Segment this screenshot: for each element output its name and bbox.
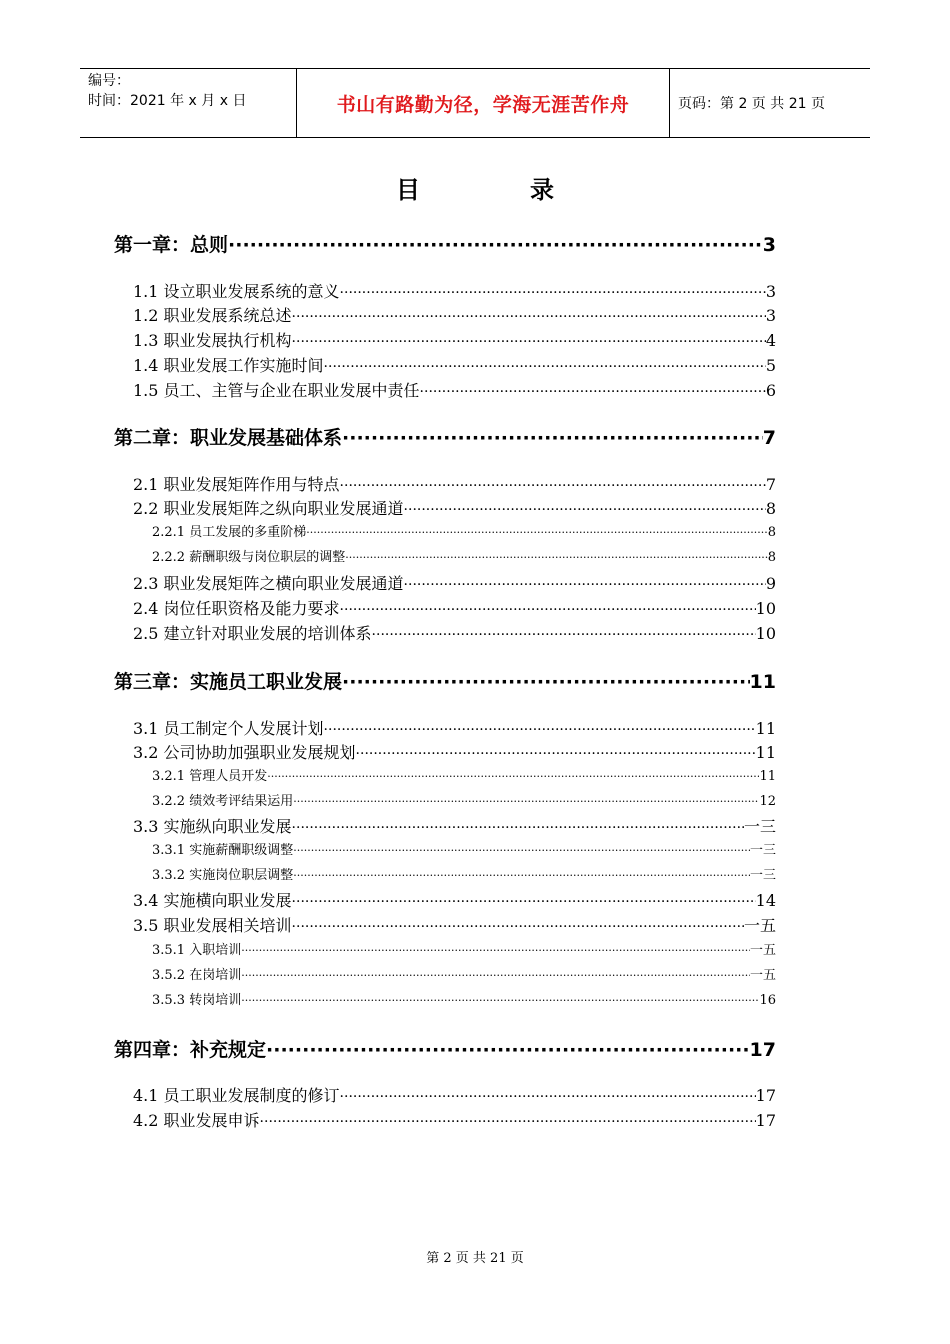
toc-section-entry[interactable] bbox=[133, 303, 776, 325]
toc-chapter-entry[interactable] bbox=[114, 667, 776, 693]
toc-leader-dots bbox=[324, 359, 766, 375]
toc-section-entry[interactable] bbox=[133, 1108, 776, 1130]
toc-entry-label: 4.1 员工职业发展制度的修订 bbox=[133, 1086, 340, 1105]
toc-section-entry[interactable] bbox=[133, 279, 776, 301]
toc-entry-label: 2.3 职业发展矩阵之横向职业发展通道 bbox=[133, 574, 404, 593]
toc-entry-page: 14 bbox=[755, 891, 776, 910]
toc-chapter-entry[interactable] bbox=[114, 230, 776, 256]
toc-section-entry[interactable] bbox=[133, 571, 776, 593]
page-title bbox=[0, 170, 950, 205]
toc-chapter-entry[interactable] bbox=[114, 1035, 776, 1061]
toc-entry-label: 1.2 职业发展系统总述 bbox=[133, 306, 292, 325]
toc-section-entry[interactable] bbox=[133, 328, 776, 350]
toc-entry-label: 2.1 职业发展矩阵作用与特点 bbox=[133, 475, 340, 494]
toc-entry-page: 4 bbox=[765, 331, 776, 350]
toc-section-entry[interactable] bbox=[133, 740, 776, 762]
toc-entry-label: 3.5.1 入职培训 bbox=[152, 943, 242, 958]
toc-entry-page: 9 bbox=[765, 574, 776, 593]
toc-entry-label: 3.2 公司协助加强职业发展规划 bbox=[133, 743, 356, 762]
toc-section-entry[interactable] bbox=[133, 913, 776, 935]
toc-leader-dots bbox=[293, 869, 750, 882]
toc-entry-label: 3.3 实施纵向职业发展 bbox=[133, 817, 292, 836]
code-label: 编号： bbox=[88, 73, 130, 89]
toc-leader-dots bbox=[340, 1089, 756, 1105]
toc-leader-dots bbox=[266, 1039, 750, 1061]
toc-entry-page: 5 bbox=[765, 356, 776, 375]
toc-entry-page: 10 bbox=[755, 624, 776, 643]
toc-leader-dots bbox=[241, 969, 750, 982]
toc-leader-dots bbox=[293, 795, 759, 808]
toc-entry-page: 一三 bbox=[749, 843, 776, 858]
toc-entry-page: 6 bbox=[765, 381, 776, 400]
toc-entry-page: 11 bbox=[755, 743, 776, 762]
toc-entry-page: 一五 bbox=[749, 943, 776, 958]
toc-section-entry[interactable] bbox=[133, 888, 776, 910]
toc-leader-dots bbox=[306, 526, 768, 539]
toc-subsection-entry[interactable] bbox=[152, 939, 776, 959]
time-label: 时间：2021 年 x 月 x 日 bbox=[88, 93, 247, 109]
toc-entry-page: 一五 bbox=[749, 968, 776, 983]
toc-subsection-entry[interactable] bbox=[152, 864, 776, 884]
toc-leader-dots bbox=[292, 820, 744, 836]
toc-section-entry[interactable] bbox=[133, 621, 776, 643]
toc-section-entry[interactable] bbox=[133, 496, 776, 518]
toc-entry-label: 3.3.2 实施岗位职层调整 bbox=[152, 868, 294, 883]
toc-entry-label: 第三章：实施员工职业发展 bbox=[114, 671, 343, 693]
toc-section-entry[interactable] bbox=[133, 814, 776, 836]
toc-entry-label: 3.5.3 转岗培训 bbox=[152, 993, 242, 1008]
toc-entry-label: 第四章：补充规定 bbox=[114, 1039, 267, 1061]
toc-section-entry[interactable] bbox=[133, 716, 776, 738]
toc-entry-page: 11 bbox=[759, 769, 776, 784]
toc-entry-page: 一五 bbox=[743, 916, 776, 935]
toc-entry-page: 11 bbox=[749, 671, 776, 693]
toc-chapter-entry[interactable] bbox=[114, 423, 776, 449]
toc-subsection-entry[interactable] bbox=[152, 521, 776, 541]
toc-entry-label: 1.4 职业发展工作实施时间 bbox=[133, 356, 324, 375]
toc-entry-page: 17 bbox=[755, 1086, 776, 1105]
toc-subsection-entry[interactable] bbox=[152, 546, 776, 566]
toc-section-entry[interactable] bbox=[133, 1083, 776, 1105]
toc-leader-dots bbox=[293, 844, 750, 857]
toc-subsection-entry[interactable] bbox=[152, 989, 776, 1009]
toc-subsection-entry[interactable] bbox=[152, 790, 776, 810]
toc-entry-label: 1.1 设立职业发展系统的意义 bbox=[133, 282, 340, 301]
toc-section-entry[interactable] bbox=[133, 378, 776, 400]
toc-leader-dots bbox=[340, 478, 766, 494]
toc-entry-label: 2.5 建立针对职业发展的培训体系 bbox=[133, 624, 372, 643]
toc-leader-dots bbox=[267, 770, 759, 783]
title-part-1: 目 bbox=[396, 176, 420, 204]
header-page-info: 页码：第 2 页 共 21 页 bbox=[678, 96, 825, 112]
toc-entry-label: 2.4 岗位任职资格及能力要求 bbox=[133, 599, 340, 618]
toc-entry-page: 3 bbox=[765, 306, 776, 325]
toc-entry-label: 3.1 员工制定个人发展计划 bbox=[133, 719, 324, 738]
toc-entry-page: 17 bbox=[755, 1111, 776, 1130]
toc-entry-label: 3.3.1 实施薪酬职级调整 bbox=[152, 843, 294, 858]
toc-entry-page: 7 bbox=[762, 427, 776, 449]
toc-entry-label: 2.2.2 薪酬职级与岗位职层的调整 bbox=[152, 550, 346, 565]
toc-entry-page: 一三 bbox=[749, 868, 776, 883]
toc-leader-dots bbox=[228, 234, 763, 256]
page-header bbox=[80, 68, 870, 138]
toc-section-entry[interactable] bbox=[133, 596, 776, 618]
header-slogan: 书山有路勤为径，学海无涯苦作舟 bbox=[297, 69, 670, 137]
toc-leader-dots bbox=[292, 894, 756, 910]
toc-leader-dots bbox=[292, 919, 744, 935]
toc-leader-dots bbox=[292, 334, 766, 350]
toc-leader-dots bbox=[241, 994, 759, 1007]
toc-entry-label: 2.2 职业发展矩阵之纵向职业发展通道 bbox=[133, 499, 404, 518]
toc-entry-page: 7 bbox=[765, 475, 776, 494]
toc-leader-dots bbox=[340, 602, 756, 618]
toc-leader-dots bbox=[356, 746, 756, 762]
toc-entry-page: 8 bbox=[767, 525, 776, 540]
toc-leader-dots bbox=[342, 671, 750, 693]
toc-section-entry[interactable] bbox=[133, 472, 776, 494]
toc-entry-label: 3.4 实施横向职业发展 bbox=[133, 891, 292, 910]
toc-leader-dots bbox=[292, 309, 766, 325]
toc-entry-label: 2.2.1 员工发展的多重阶梯 bbox=[152, 525, 307, 540]
title-part-2: 录 bbox=[530, 176, 554, 204]
toc-entry-page: 一三 bbox=[743, 817, 776, 836]
toc-section-entry[interactable] bbox=[133, 353, 776, 375]
toc-subsection-entry[interactable] bbox=[152, 765, 776, 785]
toc-leader-dots bbox=[372, 627, 756, 643]
toc-subsection-entry[interactable] bbox=[152, 839, 776, 859]
toc-leader-dots bbox=[324, 722, 756, 738]
toc-entry-page: 10 bbox=[755, 599, 776, 618]
toc-entry-page: 3 bbox=[762, 234, 776, 256]
toc-leader-dots bbox=[260, 1114, 756, 1130]
toc-entry-label: 1.3 职业发展执行机构 bbox=[133, 331, 292, 350]
page-footer: 第 2 页 共 21 页 bbox=[426, 1251, 524, 1266]
toc-entry-label: 第二章：职业发展基础体系 bbox=[114, 427, 343, 449]
toc-leader-dots bbox=[404, 502, 766, 518]
toc-leader-dots bbox=[345, 551, 768, 564]
toc-entry-page: 8 bbox=[767, 550, 776, 565]
toc-leader-dots bbox=[420, 384, 766, 400]
toc-leader-dots bbox=[404, 577, 766, 593]
toc-entry-label: 4.2 职业发展申诉 bbox=[133, 1111, 260, 1130]
toc-entry-page: 12 bbox=[759, 794, 776, 809]
toc-entry-label: 3.5 职业发展相关培训 bbox=[133, 916, 292, 935]
toc-leader-dots bbox=[241, 944, 750, 957]
toc-leader-dots bbox=[340, 285, 766, 301]
header-meta bbox=[80, 69, 297, 137]
toc-entry-page: 11 bbox=[755, 719, 776, 738]
toc-entry-page: 16 bbox=[759, 993, 776, 1008]
toc-entry-label: 第一章：总则 bbox=[114, 234, 229, 256]
toc-entry-page: 17 bbox=[749, 1039, 776, 1061]
toc-entry-label: 3.2.2 绩效考评结果运用 bbox=[152, 794, 294, 809]
toc-entry-page: 8 bbox=[765, 499, 776, 518]
toc-entry-page: 3 bbox=[765, 282, 776, 301]
toc-entry-label: 3.2.1 管理人员开发 bbox=[152, 769, 268, 784]
toc-entry-label: 3.5.2 在岗培训 bbox=[152, 968, 242, 983]
toc-entry-label: 1.5 员工、主管与企业在职业发展中责任 bbox=[133, 381, 420, 400]
toc-subsection-entry[interactable] bbox=[152, 964, 776, 984]
toc-leader-dots bbox=[342, 427, 763, 449]
